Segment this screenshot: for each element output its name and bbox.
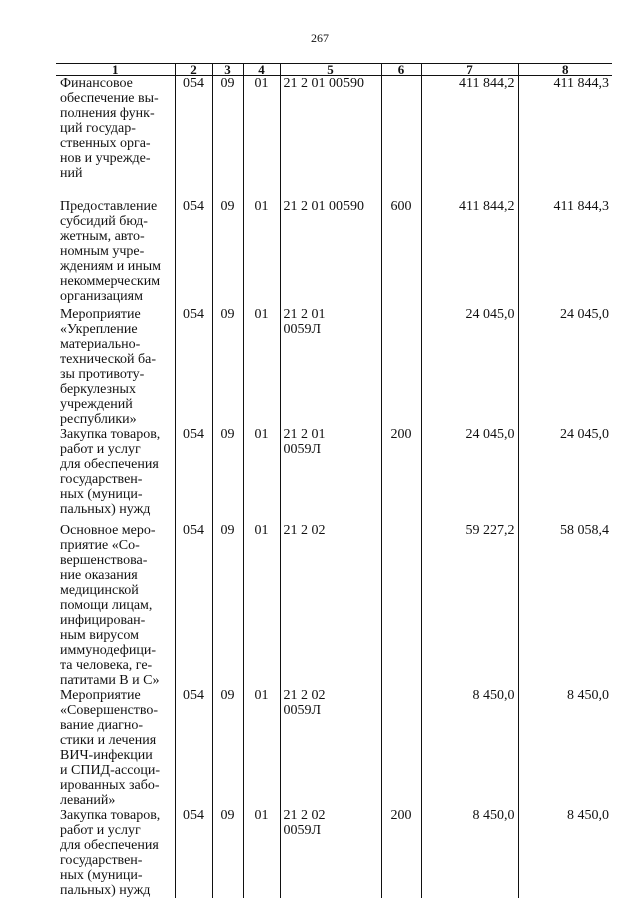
row-name: Закупка товаров, работ и услуг для обеспечения государствен- ных (муници- пальных) нужд — [60, 426, 161, 517]
page-number: 267 — [311, 31, 329, 45]
amount-col-7: 24 045,0 — [421, 307, 518, 427]
amount-col-7: 411 844,2 — [421, 199, 518, 307]
header-col-6: 6 — [381, 64, 421, 76]
ministry-code: 054 — [175, 427, 212, 523]
amount-col-7: 24 045,0 — [421, 427, 518, 523]
section-code: 09 — [212, 808, 243, 898]
subsection-code: 01 — [243, 307, 280, 427]
target-article-code: 21 2 01 0059Л — [280, 427, 381, 523]
header-col-3: 3 — [212, 64, 243, 76]
subsection-code: 01 — [243, 76, 280, 199]
section-code: 09 — [212, 76, 243, 199]
expense-type-code: 600 — [381, 199, 421, 307]
section-code: 09 — [212, 688, 243, 808]
expense-type-code — [381, 76, 421, 199]
header-col-5: 5 — [280, 64, 381, 76]
ministry-code: 054 — [175, 199, 212, 307]
ministry-code: 054 — [175, 688, 212, 808]
table-row — [56, 427, 612, 523]
table-row — [56, 307, 612, 427]
table-body — [56, 76, 612, 898]
subsection-code: 01 — [243, 199, 280, 307]
expense-type-code — [381, 523, 421, 688]
section-code: 09 — [212, 307, 243, 427]
ministry-code: 054 — [175, 76, 212, 199]
table-header — [56, 64, 612, 76]
ministry-code: 054 — [175, 307, 212, 427]
header-col-1: 1 — [56, 64, 175, 76]
amount-col-7: 8 450,0 — [421, 808, 518, 898]
table-row — [56, 199, 612, 307]
amount-col-8: 8 450,0 — [518, 808, 612, 898]
table-row — [56, 808, 612, 898]
amount-col-8: 411 844,3 — [518, 76, 612, 199]
expense-type-code: 200 — [381, 808, 421, 898]
ministry-code: 054 — [175, 808, 212, 898]
amount-col-8: 8 450,0 — [518, 688, 612, 808]
header-col-4: 4 — [243, 64, 280, 76]
target-article-code: 21 2 02 — [280, 523, 381, 688]
subsection-code: 01 — [243, 808, 280, 898]
target-article-code: 21 2 02 0059Л — [280, 808, 381, 898]
row-name: Основное меро- приятие «Со- вершенствова- ние оказания медицинской помощи лицам, инфицирован- ным вирусом иммунодефици- та человека, ге- патитами В и С» — [60, 522, 160, 688]
ministry-code: 054 — [175, 523, 212, 688]
amount-col-7: 8 450,0 — [421, 688, 518, 808]
table-row — [56, 523, 612, 688]
expense-type-code — [381, 307, 421, 427]
subsection-code: 01 — [243, 427, 280, 523]
amount-col-8: 24 045,0 — [518, 427, 612, 523]
expense-type-code: 200 — [381, 427, 421, 523]
amount-col-8: 58 058,4 — [518, 523, 612, 688]
amount-col-7: 59 227,2 — [421, 523, 518, 688]
row-name: Закупка товаров, работ и услуг для обеспечения государствен- ных (муници- пальных) нужд — [60, 807, 161, 898]
target-article-code: 21 2 01 00590 — [280, 76, 381, 199]
row-name: Предоставление субсидий бюд- жетным, авто- номным учре- ждениям и иным некоммерческим организациям — [60, 198, 162, 304]
section-code: 09 — [212, 199, 243, 307]
target-article-code: 21 2 02 0059Л — [280, 688, 381, 808]
subsection-code: 01 — [243, 523, 280, 688]
budget-table — [56, 63, 612, 898]
row-name: Мероприятие «Укрепление материально- технической ба- зы противоту- беркулезных учреждений республики» — [60, 306, 157, 427]
row-name: Мероприятие «Совершенство- вание диагно- стики и лечения ВИЧ-инфекции и СПИД-ассоци- ированных забо- леваний» — [60, 687, 161, 808]
amount-col-8: 24 045,0 — [518, 307, 612, 427]
section-code: 09 — [212, 523, 243, 688]
target-article-code: 21 2 01 0059Л — [280, 307, 381, 427]
amount-col-8: 411 844,3 — [518, 199, 612, 307]
header-col-2: 2 — [175, 64, 212, 76]
table-row — [56, 76, 612, 199]
amount-col-7: 411 844,2 — [421, 76, 518, 199]
row-name: Финансовое обеспечение вы- полнения функ- ций государ- ственных орга- нов и учрежде- ний — [60, 76, 159, 181]
target-article-code: 21 2 01 00590 — [280, 199, 381, 307]
table-row — [56, 688, 612, 808]
header-col-8: 8 — [518, 64, 612, 76]
expense-type-code — [381, 688, 421, 808]
header-col-7: 7 — [421, 64, 518, 76]
subsection-code: 01 — [243, 688, 280, 808]
section-code: 09 — [212, 427, 243, 523]
